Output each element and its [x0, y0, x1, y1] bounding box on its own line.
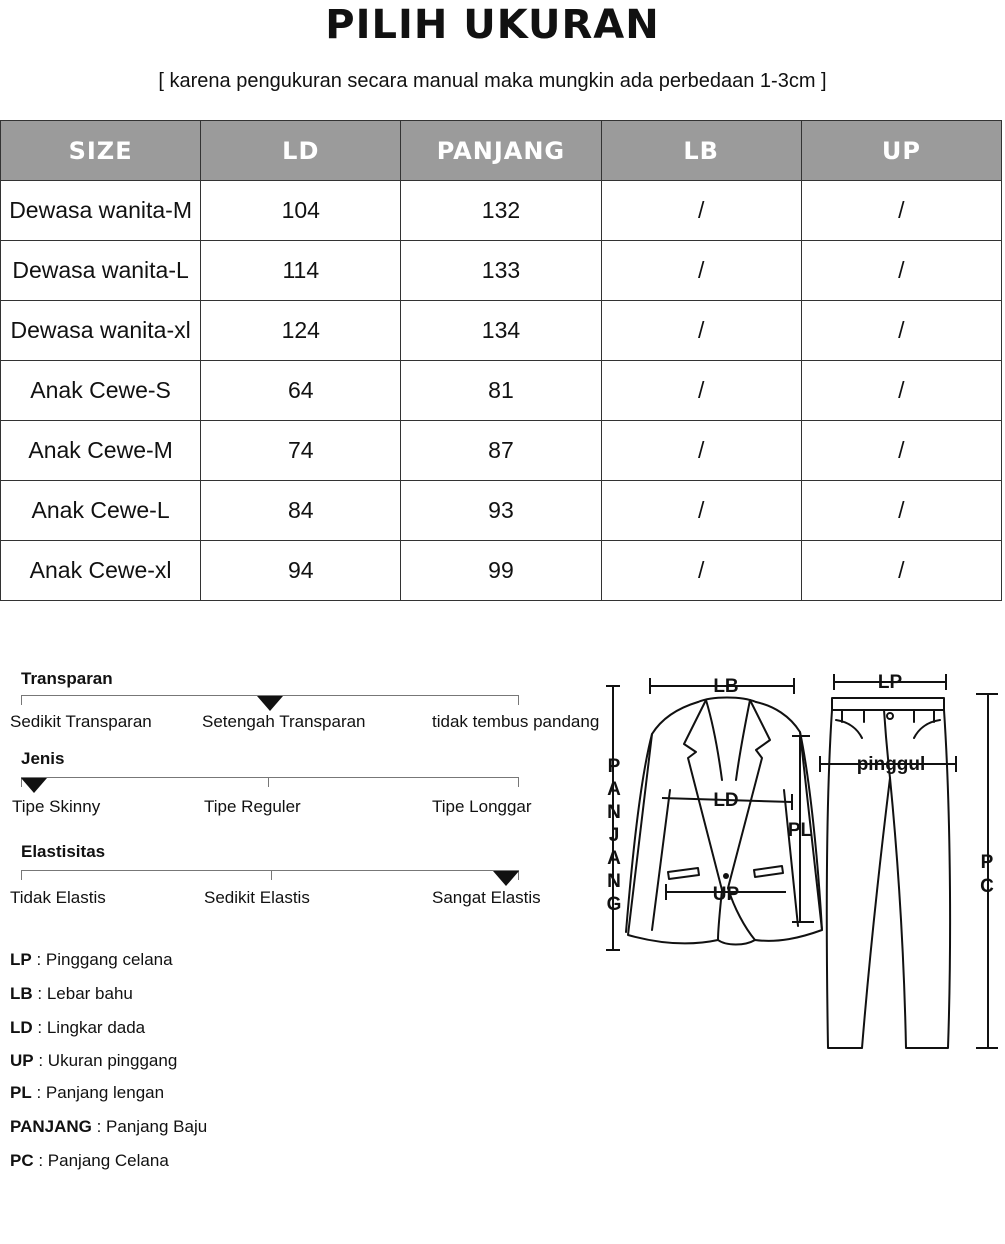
table-row: [1, 481, 1002, 541]
table-header-row: [1, 121, 1002, 181]
legend-text: : Lingkar dada: [32, 1018, 146, 1037]
scale-tick: [268, 777, 269, 787]
scale-line-jenis: [21, 777, 519, 778]
diagram-label-pc-letter: P: [980, 852, 994, 873]
scale-marker-elastisitas-icon: [493, 871, 519, 886]
scale-tick: [518, 695, 519, 705]
scale-label: Tipe Reguler: [204, 797, 301, 816]
table-cell: Anak Cewe-L: [1, 481, 201, 541]
legend-item-pl: [10, 1083, 164, 1103]
table-row: [1, 541, 1002, 601]
table-cell: Anak Cewe-S: [1, 361, 201, 421]
table-cell: 114: [201, 241, 401, 301]
legend-text: : Panjang Baju: [91, 1117, 208, 1136]
page-subtitle: [ karena pengukuran secara manual maka mungkin ada perbedaan 1-3cm ]: [158, 70, 827, 92]
table-cell: Dewasa wanita-L: [1, 241, 201, 301]
legend-text: : Panjang lengan: [31, 1083, 165, 1102]
legend-key: LB: [10, 984, 33, 1003]
diagram-label-panjang-letter: A: [607, 779, 621, 800]
table-row: [1, 181, 1002, 241]
table-row: [1, 241, 1002, 301]
table-cell: /: [601, 541, 801, 601]
scale-tick: [21, 870, 22, 880]
scale-label: Tipe Longgar: [432, 797, 532, 816]
legend-key: UP: [10, 1051, 34, 1070]
jacket-inner-collar: [706, 700, 750, 780]
legend-text: : Pinggang celana: [31, 950, 173, 969]
table-cell: 93: [401, 481, 601, 541]
diagram-label-pl: PL: [787, 820, 813, 841]
table-cell: /: [601, 481, 801, 541]
diagram-label-ld: LD: [713, 790, 739, 811]
legend-text: : Lebar bahu: [32, 984, 133, 1003]
table-cell: /: [601, 241, 801, 301]
scale-title-transparan: Transparan: [21, 669, 113, 688]
header-panjang: PANJANG: [401, 121, 601, 181]
scale-marker-jenis-icon: [21, 778, 47, 793]
header-size: SIZE: [1, 121, 201, 181]
scale-tick: [271, 870, 272, 880]
table-cell: 84: [201, 481, 401, 541]
diagram-label-pinggul: pinggul: [856, 754, 926, 775]
table-cell: Anak Cewe-xl: [1, 541, 201, 601]
legend-text: : Panjang Celana: [33, 1151, 169, 1170]
table-cell: 104: [201, 181, 401, 241]
table-cell: /: [801, 301, 1001, 361]
scale-label: Setengah Transparan: [202, 712, 366, 731]
table-cell: /: [801, 541, 1001, 601]
legend-item-pc: [10, 1151, 169, 1171]
table-cell: /: [601, 361, 801, 421]
table-cell: /: [601, 301, 801, 361]
table-cell: 94: [201, 541, 401, 601]
legend-text: : Ukuran pinggang: [33, 1051, 178, 1070]
size-table: [0, 120, 1002, 601]
legend-key: PC: [10, 1151, 34, 1170]
header-lb: LB: [601, 121, 801, 181]
table-row: [1, 361, 1002, 421]
table-cell: /: [801, 481, 1001, 541]
scale-title-elastisitas: Elastisitas: [21, 842, 106, 861]
jacket-button-icon: [723, 873, 729, 879]
header-ld: LD: [201, 121, 401, 181]
scale-title-jenis: Jenis: [21, 749, 65, 768]
legend-item-up: [10, 1051, 177, 1071]
scale-line-elastisitas: [21, 870, 519, 871]
legend-key: LD: [10, 1018, 33, 1037]
page-title: PILIH UKURAN: [325, 2, 660, 48]
table-cell: /: [801, 241, 1001, 301]
scale-label: Tipe Skinny: [12, 797, 101, 816]
diagram-label-up: UP: [712, 884, 740, 905]
diagram-label-lp: LP: [877, 672, 903, 693]
diagram-label-panjang-letter: J: [608, 825, 620, 846]
scale-marker-transparan-icon: [257, 696, 283, 711]
table-cell: 99: [401, 541, 601, 601]
table-cell: 132: [401, 181, 601, 241]
table-cell: Dewasa wanita-xl: [1, 301, 201, 361]
table-cell: 124: [201, 301, 401, 361]
pants-button-icon: [887, 713, 893, 719]
diagram-label-lb: LB: [713, 676, 739, 697]
legend-item-lb: [10, 984, 133, 1004]
table-cell: 133: [401, 241, 601, 301]
table-cell: Anak Cewe-M: [1, 421, 201, 481]
table-cell: /: [601, 421, 801, 481]
diagram-label-panjang-letter: N: [607, 802, 621, 823]
diagram-label-panjang-letter: G: [606, 894, 622, 915]
table-cell: 87: [401, 421, 601, 481]
header-up: UP: [801, 121, 1001, 181]
table-cell: /: [801, 421, 1001, 481]
scale-label: Sedikit Transparan: [10, 712, 152, 731]
scale-label: Sedikit Elastis: [204, 888, 310, 907]
table-cell: 81: [401, 361, 601, 421]
diagram-label-panjang-letter: P: [607, 756, 621, 777]
legend-item-ld: [10, 1018, 145, 1038]
table-cell: 134: [401, 301, 601, 361]
pants-pockets: [836, 720, 940, 738]
diagram-label-panjang-letter: A: [607, 848, 621, 869]
legend-item-panjang: [10, 1117, 207, 1137]
garment-measurement-diagram: [600, 660, 1000, 1200]
table-cell: 74: [201, 421, 401, 481]
scale-tick: [21, 695, 22, 705]
scale-label: Sangat Elastis: [432, 888, 541, 907]
table-cell: /: [601, 181, 801, 241]
scale-label: Tidak Elastis: [10, 888, 106, 907]
table-cell: Dewasa wanita-M: [1, 181, 201, 241]
legend-key: LP: [10, 950, 32, 969]
legend-item-lp: [10, 950, 173, 970]
table-cell: /: [801, 181, 1001, 241]
diagram-label-panjang-letter: N: [607, 871, 621, 892]
jacket-sleeve-seams: [652, 790, 798, 930]
legend-key: PL: [10, 1083, 32, 1102]
scale-label: tidak tembus pandang: [432, 712, 600, 731]
table-row: [1, 421, 1002, 481]
scale-tick: [518, 777, 519, 787]
legend-key: PANJANG: [10, 1117, 92, 1136]
diagram-label-pc-letter: C: [980, 876, 994, 897]
table-cell: 64: [201, 361, 401, 421]
table-row: [1, 301, 1002, 361]
table-cell: /: [801, 361, 1001, 421]
pants-waistband: [832, 698, 944, 710]
